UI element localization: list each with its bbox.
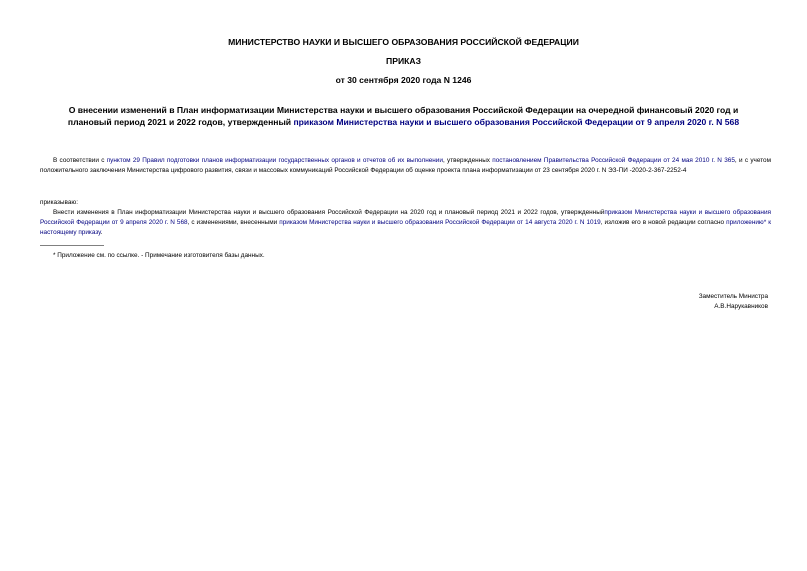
order-word: приказываю:: [40, 199, 78, 206]
order-text-2: , с изменениями, внесенными: [187, 218, 280, 226]
order-text-4: .: [100, 228, 103, 236]
signature-block: [699, 292, 768, 312]
link-order-1019[interactable]: приказом Министерства науки и высшего образования Российской Федерации от 14 августа 2020 г. N 1019: [279, 218, 601, 226]
ministry-heading: МИНИСТЕРСТВО НАУКИ И ВЫСШЕГО ОБРАЗОВАНИЯ РОССИЙСКОЙ ФЕДЕРАЦИИ: [228, 37, 579, 47]
date-number-heading: от 30 сентября 2020 года N 1246: [335, 75, 472, 85]
preamble-paragraph: [40, 156, 771, 176]
order-text-3: , изложив его в новой редакции согласно: [600, 218, 727, 226]
link-appendix[interactable]: приложению* к настоящему приказу: [40, 218, 772, 236]
title-text: О внесении изменений в План информатизации Министерства науки и высшего образования Российской Федерации на очередной финансовый 2020 год и плановый период 2021 и 2022 годов, утвержденный: [67, 105, 739, 127]
order-paragraph: [40, 208, 771, 237]
footnote-divider: [40, 245, 104, 246]
link-order-568[interactable]: приказом Министерства науки и высшего образования Российской Федерации от 9 апреля 2020 г. N 568: [40, 209, 771, 226]
footnote: * Приложение см. по ссылке. - Примечание изготовителя базы данных.: [53, 252, 265, 259]
order-text-1: Внести изменения в План информатизации Министерства науки и высшего образования Российской Федерации на 2020 год и плановый период 2021 и 2022 годов, утвержденный: [53, 209, 605, 216]
preamble-text-2: , утвержденных: [442, 157, 493, 164]
preamble-text-1: В соответствии с: [53, 157, 107, 164]
signatory-position: Заместитель Министра: [698, 293, 768, 300]
document-type-heading: ПРИКАЗ: [386, 56, 421, 66]
link-rules-point-29[interactable]: пунктом 29 Правил подготовки планов информатизации государственных органов и отчетов об их выполнении: [106, 157, 443, 164]
link-government-decree-365[interactable]: постановлением Правительства Российской Федерации от 24 мая 2010 г. N 365: [492, 157, 735, 164]
signatory-name: А.В.Нарукавников: [714, 303, 768, 310]
title-link-order-568[interactable]: приказом Министерства науки и высшего образования Российской Федерации от 9 апреля 2020 г. N 568: [293, 117, 740, 127]
preamble-text-3: , и с учетом положительного заключения Министерства цифрового развития, связи и массовых коммуникаций Российской Федерации об оценке проекта плана информатизации от 23 сентября 2020 г. N ЭЗ-ПИ -2020-2-367-2252-4: [40, 157, 771, 174]
order-title: [52, 104, 755, 128]
